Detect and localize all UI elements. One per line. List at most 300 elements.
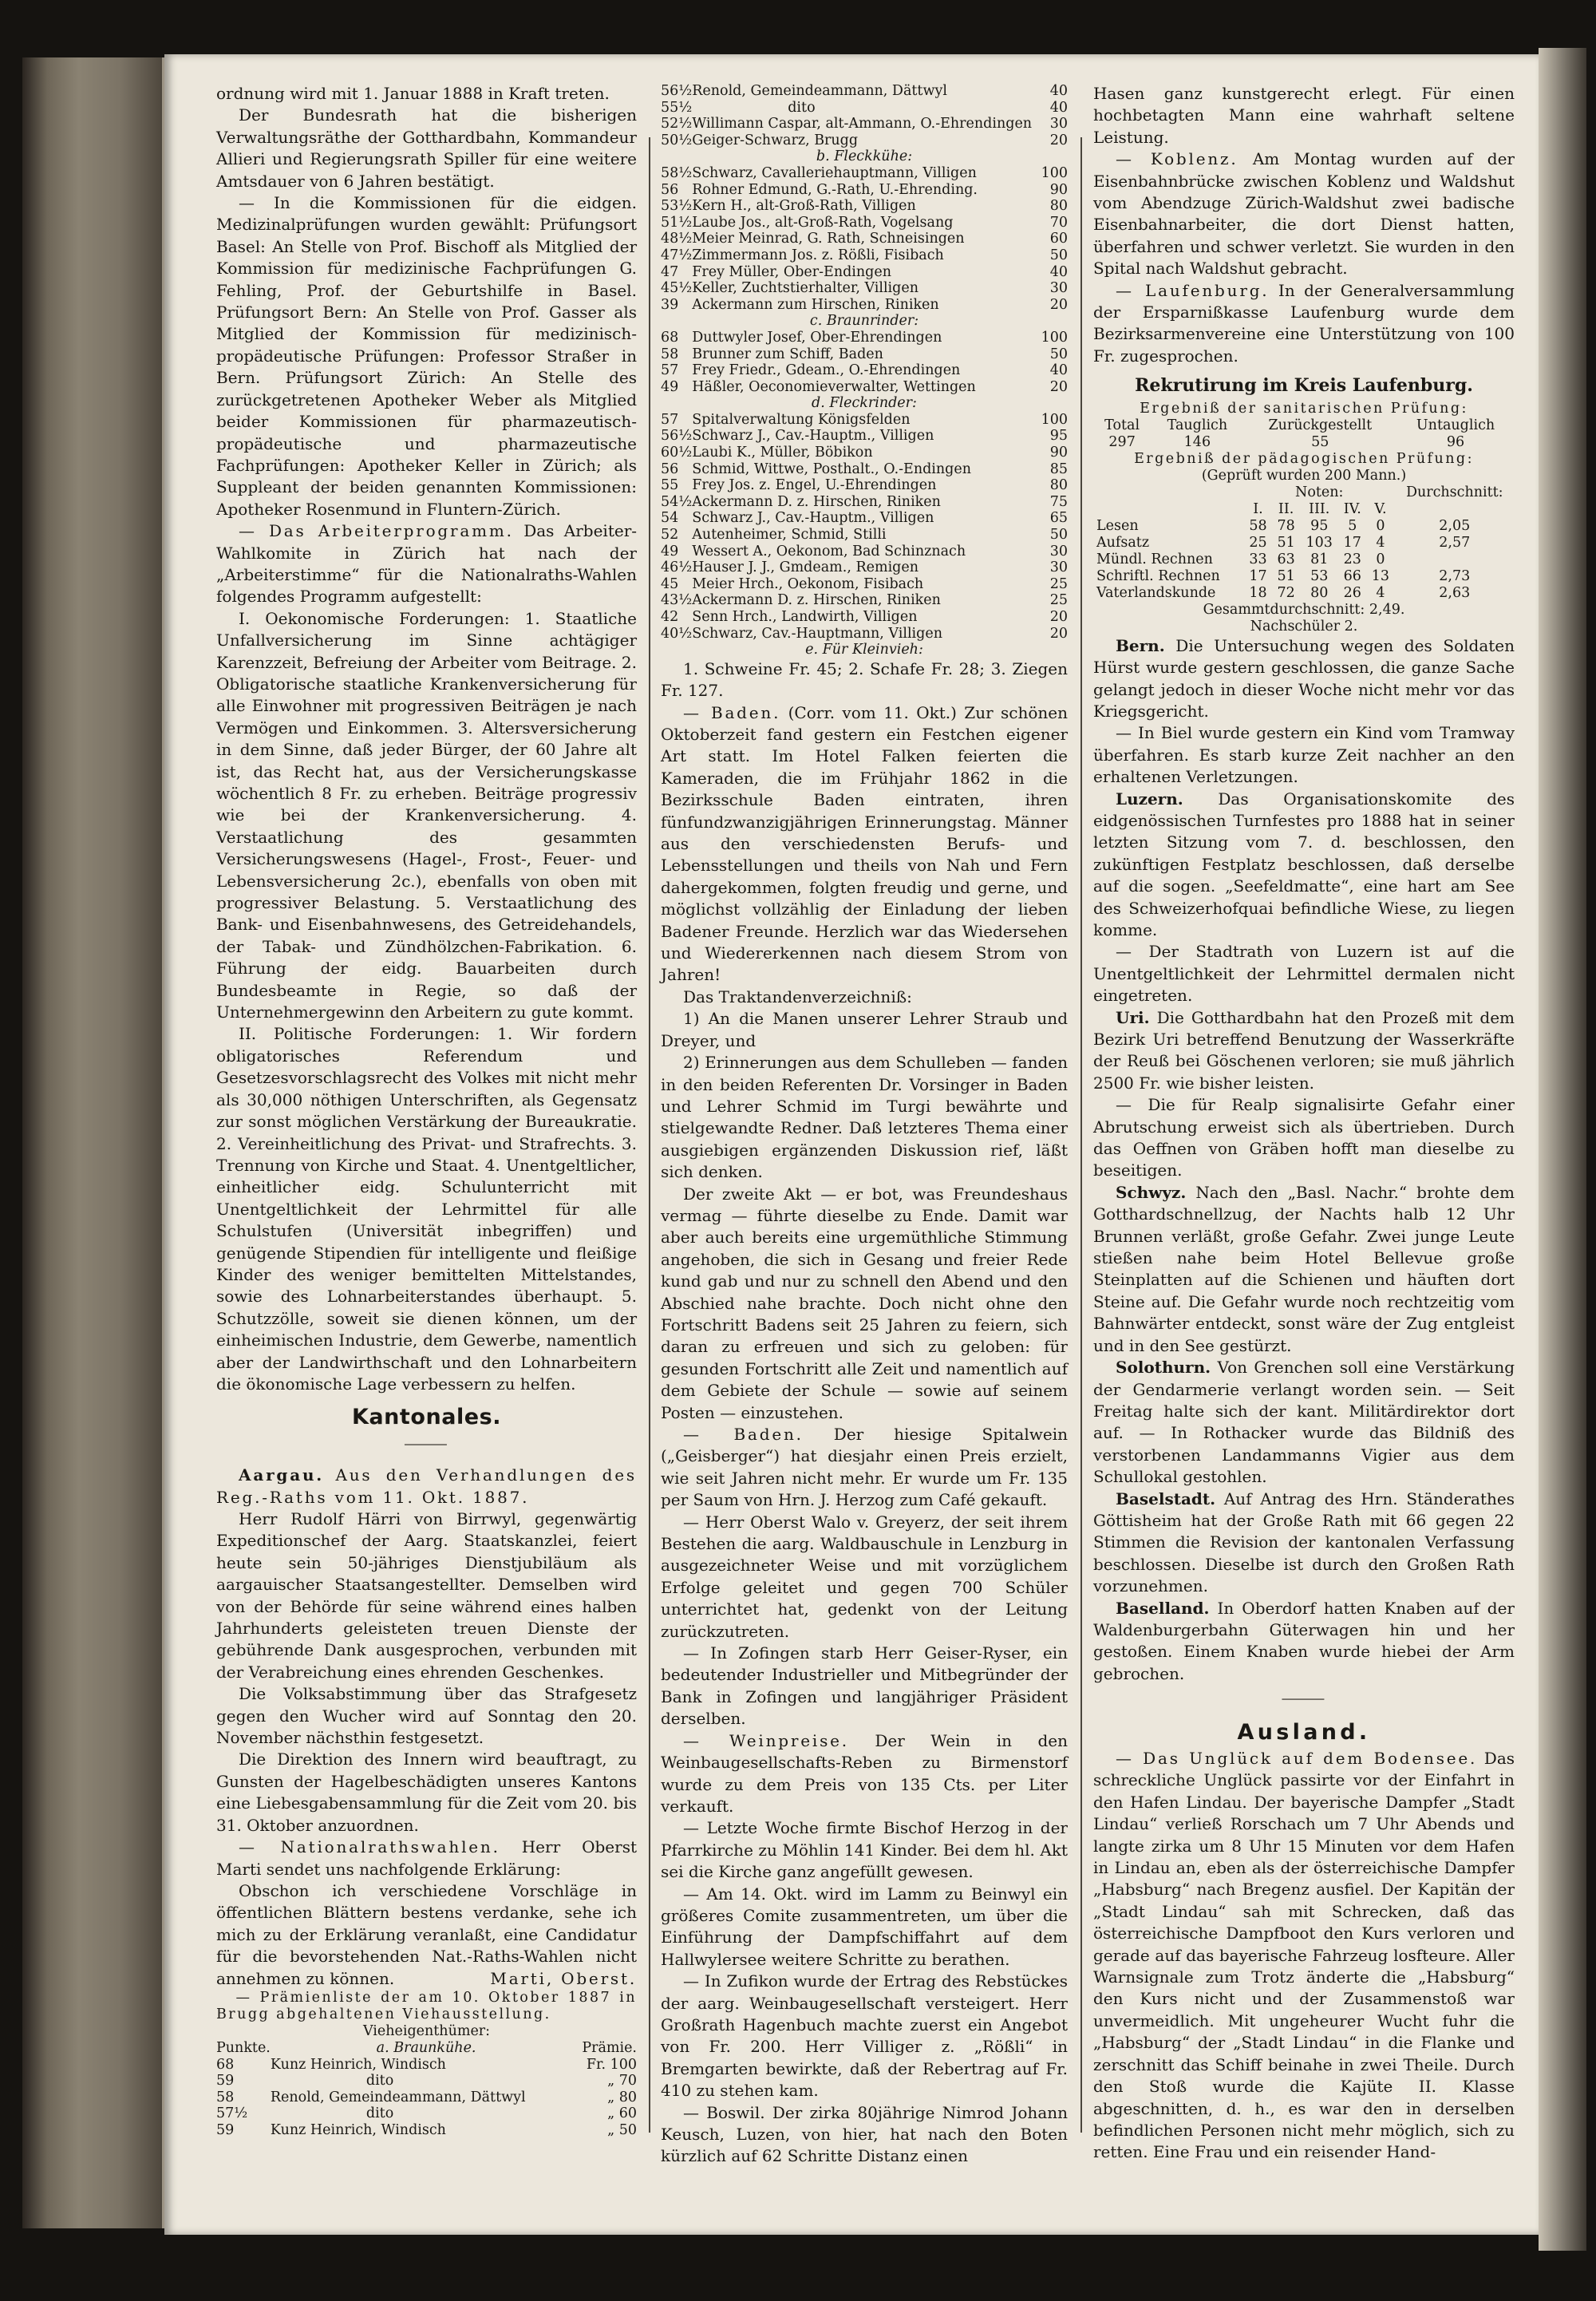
- lead: — Baden.: [683, 702, 781, 722]
- table-row: [661, 198, 1068, 215]
- header: II.: [1278, 500, 1294, 517]
- lead: Solothurn.: [1116, 1358, 1211, 1378]
- cell: 53½: [661, 198, 693, 215]
- lead: — Koblenz.: [1116, 149, 1238, 169]
- paragraph: — In Zofingen starb Herr Geiser-Ryser, ein bedeutender Industrieller und Mitbegründer der Bank in Zofingen und langjähriger Präsident derselben.: [661, 1643, 1068, 1729]
- table-row: [661, 592, 1068, 609]
- cell: 103: [1306, 534, 1333, 551]
- cell: Lesen: [1096, 517, 1139, 534]
- paragraph: — In die Kommissionen für die eidgen. Medizinalprüfungen wurden gewählt: Prüfungsort Basel: An Stelle von Prof. Bischoff als Mitglied der Kommission für medizinische Fachprüfungen G. Fehling, Prof. der Geburtshilfe in Basel. Prüfungsort Bern: An Stelle von Prof. Gasser als Mitglied der Kommission für medizinisch-propädeutische Prüfungen: Professor Straßer in Bern. Prüfungsort Zürich: An Stelle des zurückgetretenen Apotheker Weber als Mitglied beider Kommissionen für pharmazeutisch-propädeutische und pharmazeutische Fachprüfungen: Apotheker Keller in Zürich; als Suppleant der beiden genannten Kommissionen: Apotheker Rosenmund in Fluntern-Zürich.: [216, 193, 637, 519]
- cell: 90: [1049, 445, 1068, 461]
- lead: — Das Unglück auf dem Bodensee.: [1116, 1749, 1478, 1768]
- cell: 26: [1343, 584, 1361, 601]
- table-row: [661, 510, 1068, 527]
- column-rule-1: [649, 137, 650, 2133]
- table-row: [661, 362, 1068, 379]
- lead: Uri.: [1116, 1007, 1150, 1027]
- cell: Rohner Edmund, G.-Rath, U.-Ehrending.: [692, 181, 978, 198]
- paragraph: — Herr Oberst Walo v. Greyerz, der seit ihrem Bestehen die aarg. Waldbauschule in Lenzburg in ausgezeichneter Weise und mit vorzüglichem Erfolge geleitet und gegen 700 Schüler unterrichtet hat, gedenkt von der Leitung zurückzutreten.: [661, 1512, 1068, 1641]
- table-row: [1093, 518, 1515, 535]
- table-row: [661, 477, 1068, 494]
- paragraph: ordnung wird mit 1. Januar 1888 in Kraft treten.: [216, 84, 610, 103]
- cell: 33: [1249, 551, 1267, 567]
- cell: 80: [1310, 584, 1329, 601]
- cell: Frey Friedr., Gdeam., O.-Ehrendingen: [692, 362, 961, 379]
- paragraph: [1093, 635, 1515, 723]
- divider: ⸻: [1281, 1689, 1327, 1710]
- cell: 50: [1049, 527, 1068, 544]
- lead: Aargau.: [239, 1465, 325, 1485]
- cell: 42: [661, 609, 679, 625]
- cell: Wessert A., Oekonom, Bad Schinznach: [692, 543, 966, 559]
- cell: 56: [661, 181, 679, 198]
- cell: 70: [1049, 214, 1068, 231]
- cell: 66: [1343, 567, 1361, 584]
- paragraph: — Der Stadtrath von Luzern ist auf die Unentgeltlichkeit der Lehrmittel dermalen nicht eingetreten.: [1093, 942, 1515, 1006]
- cell: 39: [661, 296, 679, 313]
- paragraph: [1093, 1007, 1515, 1095]
- cell: 18: [1249, 584, 1267, 601]
- header: IV.: [1343, 500, 1361, 517]
- cell: 65: [1049, 510, 1068, 527]
- table-row: [661, 330, 1068, 346]
- paragraph: Das Traktandenverzeichniß:: [683, 986, 912, 1006]
- cell: 46½: [661, 559, 693, 576]
- cell: 57: [661, 411, 679, 428]
- table-row: [661, 428, 1068, 445]
- book-spine: [22, 57, 163, 2228]
- cell: 146: [1183, 433, 1211, 450]
- cell: 51: [1277, 567, 1295, 584]
- cell: 2,63: [1439, 584, 1471, 601]
- text: Die Untersuchung wegen des Soldaten Hürst wurde gestern geschlossen, die ganze Sache gelangt jedoch in dieser Woche nicht mehr vor das Kriegsgericht.: [1093, 635, 1515, 721]
- cell: Renold, Gemeindeammann, Dättwyl: [270, 2089, 526, 2105]
- cell: 58½: [661, 164, 693, 181]
- cell: 17: [1249, 567, 1267, 584]
- table-row: [1093, 535, 1515, 552]
- lead: Schwyz.: [1116, 1182, 1187, 1202]
- table-row: [216, 2073, 637, 2089]
- cell: Ackermann D. z. Hirschen, Riniken: [692, 493, 941, 510]
- paragraph: [1093, 789, 1515, 942]
- cell: Zimmermann Jos. z. Rößli, Fisibach: [692, 247, 944, 263]
- table-row: [216, 2057, 637, 2074]
- cell: Kunz Heinrich, Windisch: [270, 2121, 446, 2138]
- cell: 56½: [661, 428, 693, 445]
- cell: 68: [216, 2056, 235, 2073]
- text: Aus den Verhandlungen des Reg.-Raths vom 11. Okt. 1887.: [216, 1465, 637, 1507]
- cell: Spitalverwaltung Königsfelden: [692, 411, 911, 428]
- cell: Keller, Zuchtstierhalter, Villigen: [692, 280, 918, 297]
- header: Prämie.: [582, 2039, 637, 2056]
- text: Das Arbeiter-Wahlkomite in Zürich hat nach der „Arbeiterstimme“ für die Nationalraths-Wahlen folgendes Programm aufgestellt:: [216, 521, 638, 607]
- text: (Corr. vom 11. Okt.) Zur schönen Oktoberzeit fand gestern ein Festchen eigener Art statt. Im Hotel Falken feierten die Kameraden, die im Frühjahr 1862 in die Bezirksschule Baden eintraten, ihren fünfundzwanzigjährigen Erinnerungstag. Männer aus den verschiedensten Berufs- und Lebensstellungen und theils von Nah und Fern dahergekommen, folgten freudig und gerne, und möglichst vollzählig der Einladung der lieben Badener Freunde. Herzlich war das Wiedersehen und Wiedererkennen nach diesem Strom von Jahren!: [661, 702, 1068, 985]
- header: Total: [1104, 417, 1140, 433]
- table-row: [661, 215, 1068, 231]
- lead: — Laufenburg.: [1116, 280, 1270, 300]
- summary: Gesammtdurchschnitt: 2,49.: [1203, 601, 1405, 618]
- header: Punkte.: [216, 2039, 271, 2056]
- cell: Schwarz J., Cav.-Hauptm., Villigen: [692, 428, 934, 445]
- table-row: [661, 83, 1068, 100]
- text: Der Wein in den Weinbaugesellschafts-Reben zu Birmenstorf wurde zu dem Preis von 135 Cts. per Liter verkauft.: [661, 1730, 1068, 1816]
- cell: 47½: [661, 247, 693, 263]
- cell: Schwarz, Cavalleriehauptmann, Villigen: [692, 164, 977, 181]
- cell: 20: [1049, 296, 1068, 313]
- table-row: [661, 280, 1068, 297]
- cell: 20: [1049, 378, 1068, 395]
- column-2: [661, 83, 1068, 2168]
- cell: 95: [1049, 428, 1068, 445]
- cell: Laubi K., Müller, Böbikon: [692, 445, 873, 461]
- cell: 100: [1041, 164, 1068, 181]
- cell: 80: [1049, 477, 1068, 494]
- table-row: [661, 346, 1068, 363]
- cell: 20: [1049, 132, 1068, 148]
- cell: Ackermann D. z. Hirschen, Riniken: [692, 592, 941, 609]
- cell: 25: [1049, 592, 1068, 609]
- paragraph: [216, 1836, 637, 1880]
- cell: 56½: [661, 83, 693, 99]
- paragraph: I. Oekonomische Forderungen: 1. Staatliche Unfallversicherung im Sinne achtägiger Karenzzeit, Befreiung der Arbeiter vom Beitrage. 2. Obligatorische staatliche Krankenversicherung für alle Einwohner mit progressiven Beiträgen je nach Vermögen und Einkommen. 3. Altersversicherung in dem Sinne, daß jeder Bürger, der 60 Jahre alt ist, das Recht hat, aus der Versicherungskasse wöchentlich 8 Fr. zu erheben. Beiträge progressiv wie bei der Krankenversicherung. 4. Verstaatlichung des gesammten Versicherungswesens (Hagel-, Frost-, Feuer- und Lebensversicherung 2c.), ebenfalls von oben mit progressiver Belastung. 5. Verstaatlichung des Bank- und Eisenbahnwesens, des Getreidehandels, der Tabak- und Zündhölzchen-Fabrikation. 6. Führung der eidg. Bauarbeiten durch Bundesbeamte in Regie, so daß der Unternehmergewinn den Arbeitern zu gute kommt.: [216, 608, 637, 1022]
- cell: 59: [216, 2121, 235, 2138]
- cell: 51: [1277, 534, 1295, 551]
- header: Tauglich: [1167, 417, 1228, 433]
- cell: Laube Jos., alt-Groß-Rath, Vogelsang: [692, 214, 954, 231]
- cell: 45: [661, 575, 679, 592]
- paragraph: [216, 1465, 637, 1508]
- category-label: c. Braunrinder:: [809, 313, 919, 330]
- header: Noten:: [1295, 484, 1344, 500]
- paragraph: Hasen ganz kunstgerecht erlegt. Für einen hochbetagten Mann eine wahrhaft seltene Leistung.: [1093, 84, 1515, 147]
- table-row: [661, 559, 1068, 576]
- table-row: [661, 544, 1068, 560]
- header: III.: [1309, 500, 1330, 517]
- paragraph: — Die für Realp signalisirte Gefahr einer Abrutschung erweist sich als übertrieben. Durch das Oeffnen von Gräben hofft man dieselbe zu beseitigen.: [1093, 1095, 1515, 1180]
- category-label: b. Fleckkühe:: [816, 148, 913, 165]
- paragraph: [661, 1730, 1068, 1818]
- paragraph: II. Politische Forderungen: 1. Wir fordern obligatorisches Referendum und Gesetzesvorschlagsrecht des Volkes mit nicht mehr als 30,000 nöthigen Unterschriften, als Gegensatz zur sonst möglichen Verstärkung der Bureaukratie. 2. Vereinheitlichung des Privat- und Strafrechts. 3. Trennung von Kirche und Staat. 4. Unentgeltlicher, einheitlicher eidg. Schulunterricht mit Unentgeltlichkeit der Lehrmittel für alle Schulstufen (Universität inbegriffen) und genügende Stipendien für intelligente und fleißige Kinder des weniger bemittelten Mittelstandes, sowie des Lohnarbeiterstandes überhaupt. 5. Schutzzölle, soweit sie dienen können, um der einheimischen Industrie, dem Gewerbe, namentlich aber der Landwirthschaft und den Lohnarbeitern die ökonomische Lage verbessern zu helfen.: [216, 1024, 637, 1394]
- lead: Bern.: [1116, 635, 1165, 655]
- sub-heading: Ergebniß der sanitarischen Prüfung:: [1140, 400, 1468, 417]
- cell: Frey Müller, Ober-Endingen: [692, 263, 891, 280]
- cell: Aufsatz: [1096, 534, 1150, 551]
- cell: Schwarz J., Cav.-Hauptm., Villigen: [692, 510, 934, 527]
- cell: 96: [1446, 433, 1465, 450]
- paragraph: [1093, 148, 1515, 279]
- sub-heading: Ergebniß der pädagogischen Prüfung:: [1134, 450, 1474, 467]
- cell: Schriftl. Rechnen: [1096, 567, 1220, 584]
- cell: Meier Hrch., Oekonom, Fisibach: [692, 575, 924, 592]
- cell: Willimann Caspar, alt-Ammann, O.-Ehrendingen: [692, 116, 1033, 132]
- category-label: e. Für Kleinvieh:: [805, 642, 923, 658]
- cell: 56: [661, 461, 679, 477]
- cell: Mündl. Rechnen: [1096, 551, 1213, 567]
- cell: 40: [1049, 99, 1068, 116]
- header: I.: [1253, 500, 1263, 517]
- table-row: [661, 100, 1068, 117]
- text: Das schreckliche Unglück passirte vor der Einfahrt in den Hafen Lindau. Der bayerische Dampfer „Stadt Lindau“ verließ Rorschach um 7 Uhr Abends und langte zirka um 8 Uhr 15 Minuten vor dem Hafen in Lindau an, eben als der österreichische Dampfer „Habsburg“ nach Bregenz ausfiel. Der Kapitän der „Stadt Lindau“ sah mit Schrecken, daß das österreichische Dampfboot den Kurs verloren und gerade auf das bayerische Fahrzeug losfteure. Aller Warnsignale zum Trotz änderte die „Habsburg“ den Kurs nicht und der Zusammenstoß war unvermeidlich. Mit ungeheurer Wucht fuhr die „Habsburg“ der „Stadt Lindau“ in die Flanke und zerschnitt das Schiff beinahe in zwei Theile. Durch den Stoß wurde die Kajüte II. Klasse abgeschnitten, d. h., es war den in derselben befindlichen Personen nicht mehr möglich, sich zu retten. Eine Frau und ein reisender Hand-: [1093, 1749, 1515, 2162]
- paragraph: — Boswil. Der zirka 80jährige Nimrod Johann Keusch, Luzen, von hier, hat nach den Boten kürzlich auf 62 Schritte Distanz einen: [661, 2102, 1068, 2166]
- text: Nach den „Basl. Nachr.“ brohte dem Gotthardschnellzug, der Nachts halb 12 Uhr Brunnen verläßt, große Gefahr. Zwei junge Leute stießen nahe beim Hotel Bellevue große Steinplatten auf die Schienen und häuften dort Steine auf. Die Gefahr wurde noch rechtzeitig vom Bahnwärter entdeckt, sonst wäre der Zug entgleist und in den See gestürzt.: [1093, 1182, 1515, 1355]
- paragraph: [216, 520, 637, 608]
- table-row: [216, 2089, 637, 2106]
- cell: Hauser J. J., Gmdeam., Remigen: [692, 559, 918, 576]
- cell: „ 70: [607, 2073, 637, 2089]
- paragraph: — Letzte Woche firmte Bischof Herzog in der Pfarrkirche zu Möhlin 141 Kinder. Bei dem hl. Akt sei die Kirche ganz angefüllt gewesen.: [661, 1818, 1068, 1882]
- text: Am Montag wurden auf der Eisenbahnbrücke zwischen Koblenz und Waldshut vom Abendzuge Zürich-Waldshut zwei badische Eisenbahnarbeiter, die dort Dienst hatten, überfahren und schwer verletzt. Sie wurden in den Spital nach Waldshut gebracht.: [1093, 149, 1515, 279]
- grades-table: [1093, 484, 1515, 602]
- paragraph: — In Zufikon wurde der Ertrag des Rebstückes der aarg. Weinbaugesellschaft versteigert. Herr Großrath Hagenbuch machte zuerst ein Angebot von Fr. 200. Herr Villiger z. „Rößli“ in Bremgarten bewirkte, daß der Rebertrag auf Fr. 410 zu stehen kam.: [661, 1971, 1068, 2101]
- table-row: [661, 412, 1068, 429]
- paragraph: [1093, 1748, 1515, 2164]
- table-row: [661, 461, 1068, 478]
- cell: 25: [1249, 534, 1267, 551]
- table-row: [661, 576, 1068, 593]
- signature: Marti, Oberst.: [490, 1968, 637, 1988]
- cell: 49: [661, 543, 679, 559]
- table-row: [1093, 585, 1515, 602]
- cell: 100: [1041, 329, 1068, 346]
- column-1: [216, 83, 637, 2139]
- cell: 50: [1049, 247, 1068, 263]
- cell: [1395, 552, 1515, 568]
- cell: 90: [1049, 181, 1068, 198]
- paragraph: Der Bundesrath hat die bisherigen Verwaltungsräthe der Gotthardbahn, Kommandeur Allieri und Regierungsrath Spiller für eine weitere Amtsdauer von 6 Jahren bestätigt.: [216, 105, 637, 191]
- text: Herr Oberst Marti sendet uns nachfolgende Erklärung:: [216, 1837, 638, 1879]
- sanitary-table: [1093, 417, 1515, 451]
- cell: 30: [1049, 116, 1068, 132]
- cell: 47: [661, 263, 679, 280]
- cell: 80: [1049, 198, 1068, 215]
- cell: 20: [1049, 609, 1068, 625]
- text: Auf Antrag des Hrn. Ständerathes Göttisheim hat der Große Rath mit 66 gegen 22 Stimmen die Revision der kantonalen Verfassung beschlossen. Dieselbe ist durch den Großen Rath vorzunehmen.: [1093, 1489, 1515, 1596]
- cell: 75: [1049, 493, 1068, 510]
- header: a. Braunkühe.: [376, 2039, 476, 2056]
- table-row: [661, 626, 1068, 642]
- cell: 30: [1049, 280, 1068, 297]
- cell: 57: [661, 362, 679, 379]
- cell: 25: [1049, 575, 1068, 592]
- cell: Frey Jos. z. Engel, U.-Ehrendingen: [692, 477, 937, 494]
- cell: 5: [1348, 517, 1357, 534]
- lead: — Das Arbeiterprogramm.: [239, 521, 514, 541]
- table-row: [661, 527, 1068, 544]
- cell: 95: [1310, 517, 1329, 534]
- paragraph: [1093, 280, 1515, 368]
- cell: Renold, Gemeindeammann, Dättwyl: [692, 83, 947, 99]
- cell: Vaterlandskunde: [1096, 584, 1216, 601]
- text: Von Grenchen soll eine Verstärkung der Gendarmerie verlangt worden sein. — Seit Freitag halte sich der kant. Militärdirektor dort auf. — In Rothacker wurde das Bildniß des verstorbenen Landammanns Vigier aus dem Schullokal gestohlen.: [1093, 1358, 1515, 1487]
- cell: 40½: [661, 625, 693, 642]
- table-row: [661, 182, 1068, 199]
- paragraph: 2) Erinnerungen aus dem Schulleben — fanden in den beiden Referenten Dr. Vorsinger in Baden und Lehrer Schmid im Turgi bewährte und stielgewandte Redner. Daß letzteres Thema einer ausgiebigen ergänzenden Diskussion rief, läßt sich denken.: [661, 1053, 1068, 1182]
- cell: 55: [661, 477, 679, 494]
- text: Obschon ich verschiedene Vorschläge in öffentlichen Blättern bestens verdanke, sehe ich mich zu der Erklärung veranlaßt, eine Candidatur für die bevorstehenden Nat.-Raths-Wahlen nicht annehmen zu können.: [216, 1880, 637, 1988]
- cell: 2,73: [1439, 567, 1471, 584]
- cell: 78: [1277, 517, 1295, 534]
- paragraph: Herr Rudolf Härri von Birrwyl, gegenwärtig Expeditionschef der Aarg. Staatskanzlei, feiert heute sein 50-jähriges Dienstjubiläum als aargauischer Staatsangestellter. Demselben wird von der Behörde für seine während eines halben Jahrhunderts geleisteten treuen Dienste der gebührende Dank ausgesprochen, verbunden mit der Verabreichung eines ehrenden Geschenkes.: [216, 1509, 637, 1682]
- cell: 63: [1277, 551, 1295, 567]
- cell: „ 50: [607, 2121, 637, 2138]
- cell: „ 80: [607, 2089, 637, 2105]
- cell: 0: [1376, 551, 1385, 567]
- cell: Senn Hrch., Landwirth, Villigen: [692, 609, 918, 625]
- cell: 59: [216, 2073, 235, 2089]
- cell: Häßler, Oeconomieverwalter, Wettingen: [692, 378, 976, 395]
- cell: 60: [1049, 231, 1068, 247]
- cell: 49: [661, 378, 679, 395]
- text: In Oberdorf hatten Knaben auf der Waldenburgerbahn Güterwagen hin und her gestoßen. Einem Knaben wurde hiebei der Arm gebrochen.: [1093, 1598, 1515, 1683]
- paragraph: [1093, 1598, 1515, 1686]
- column-rule-2: [1080, 137, 1082, 2133]
- paragraph: 1) An die Manen unserer Lehrer Straub und Dreyer, und: [661, 1009, 1068, 1050]
- paragraph: Die Volksabstimmung über das Strafgesetz gegen den Wucher wird auf Sonntag den 20. November nächsthin festgesetzt.: [216, 1684, 637, 1748]
- lead: Baselland.: [1116, 1598, 1210, 1618]
- cell: 40: [1049, 263, 1068, 280]
- cell: Ackermann zum Hirschen, Riniken: [692, 296, 939, 313]
- cell: 17: [1343, 534, 1361, 551]
- cell: 30: [1049, 543, 1068, 559]
- paragraph: [661, 1424, 1068, 1512]
- cell: 40: [1049, 362, 1068, 379]
- cell: 13: [1371, 567, 1390, 584]
- cell: 40: [1049, 83, 1068, 99]
- lead: Luzern.: [1116, 789, 1183, 809]
- paragraph: [1093, 1357, 1515, 1488]
- cell: 2,05: [1439, 517, 1471, 534]
- page-right-edge: [1539, 48, 1586, 2251]
- cell: 2,57: [1439, 534, 1471, 551]
- paragraph: Der zweite Akt — er bot, was Freundeshaus vermag — führte dieselbe zu Ende. Damit war aber auch bereits eine urgemüthliche Stimmung angehoben, die sich in Gesang und freier Rede kund gab und nur zu schnell den Abend und den Abschied nahe brachte. Doch nicht ohne den Fortschritt Badens seit 25 Jahren zu feiern, sich daran zu erfreuen und sich zu geloben: für gesunden Fortschritt alle Zeit und namentlich auf dem Gebiete der Schule — sowie auf seinem Posten — einzustehen.: [661, 1184, 1068, 1422]
- cell: Meier Meinrad, G. Rath, Schneisingen: [692, 231, 965, 247]
- paragraph: — Am 14. Okt. wird im Lamm zu Beinwyl ein größeres Comite zusammentreten, um über die Einführung der Dampfschiffahrt auf dem Hallwylersee weitere Schritte zu berathen.: [661, 1884, 1068, 1969]
- cell: 72: [1277, 584, 1295, 601]
- cell: 20: [1049, 625, 1068, 642]
- cell: 0: [1376, 517, 1385, 534]
- cell: dito: [365, 2073, 394, 2089]
- cell: 54½: [661, 493, 693, 510]
- cell: 58: [661, 346, 679, 362]
- text: Die Gotthardbahn hat den Prozeß mit dem Bezirk Uri betreffend Benutzung der Wasserkräfte der Reuß bei Göschenen verloren; sie muß jährlich 2500 Fr. wie bisher leisten.: [1093, 1007, 1515, 1093]
- cell: 54: [661, 510, 679, 527]
- section-heading-kantonales: Kantonales.: [351, 1405, 502, 1430]
- lead: Baselstadt.: [1116, 1489, 1216, 1508]
- paragraph: Die Direktion des Innern wird beauftragt, zu Gunsten der Hagelbeschädigten unseres Kantons eine Liebesgabensammlung für die Zeit vom 20. bis 31. Oktober anzuordnen.: [216, 1749, 637, 1835]
- cell: 68: [661, 329, 679, 346]
- cell: 100: [1041, 411, 1068, 428]
- cell: 55: [1311, 433, 1329, 450]
- cell: Schmid, Wittwe, Posthalt., O.-Endingen: [692, 461, 971, 477]
- paragraph: — In Biel wurde gestern ein Kind vom Tramway überfahren. Es starb kurze Zeit nachher an den erhaltenen Verletzungen.: [1093, 723, 1515, 787]
- cell: 30: [1049, 559, 1068, 576]
- cell: Kern H., alt-Groß-Rath, Villigen: [692, 198, 916, 215]
- table-row: [216, 2122, 637, 2139]
- cell: 43½: [661, 592, 693, 609]
- paragraph: [1093, 1489, 1515, 1598]
- cell: 58: [216, 2089, 235, 2105]
- cell: Kunz Heinrich, Windisch: [270, 2056, 446, 2073]
- rekrutirung-heading: Rekrutirung im Kreis Laufenburg.: [1135, 375, 1473, 397]
- cell: „ 60: [607, 2105, 637, 2122]
- lead: — Weinpreise.: [683, 1730, 849, 1750]
- lead: — Nationalrathswahlen.: [239, 1837, 500, 1857]
- paragraph: [1093, 1182, 1515, 1357]
- cell: Autenheimer, Schmid, Stilli: [692, 527, 887, 544]
- cell: 50: [1049, 346, 1068, 362]
- header: Untauglich: [1416, 417, 1495, 433]
- table-row: [661, 297, 1068, 314]
- table-row: [661, 132, 1068, 149]
- cell: 51½: [661, 214, 693, 231]
- text: Das Organisationskomite des eidgenössischen Turnfestes pro 1888 hat in seiner letzten Sitzung vom 7. d. beschlossen, den zukünftigen Festplatz beschlossen, daß derselbe auf die sogen. „Seefeldmatte“, eine hart am See des Schweizerhofquai befindliche Wiese, zu liegen komme.: [1093, 789, 1515, 939]
- cell: 4: [1376, 584, 1385, 601]
- paragraph: 1. Schweine Fr. 45; 2. Schafe Fr. 28; 3. Ziegen Fr. 127.: [661, 658, 1068, 701]
- cell: dito: [788, 99, 816, 116]
- table-row: [1093, 568, 1515, 585]
- cell: Geiger-Schwarz, Brugg: [692, 132, 859, 148]
- text: In der Generalversammlung der Ersparnißkasse Laufenburg wurde dem Bezirksarmenvereine eine Unterstützung von 100 Fr. zugesprochen.: [1093, 280, 1515, 366]
- cell: 55½: [661, 99, 693, 116]
- cell: 81: [1310, 551, 1329, 567]
- lead: — Prämienliste der am 10. Oktober 1887 in Brugg abgehaltenen Viehausstellung.: [216, 1989, 637, 2022]
- paragraph: [661, 702, 1068, 986]
- paragraph: [216, 1880, 637, 1990]
- lead: — Baden.: [683, 1425, 804, 1444]
- text: Der hiesige Spitalwein („Geisberger“) hat diesjahr einen Preis erzielt, wie seit Jahren nicht mehr. Er wurde um Fr. 135 per Saum von Hrn. J. Herzog zum Café gekauft.: [661, 1425, 1068, 1510]
- cell: 57½: [216, 2105, 248, 2122]
- table-row: [661, 609, 1068, 626]
- table-row: [661, 445, 1068, 461]
- column-3: [1093, 83, 1515, 2164]
- cell: 45½: [661, 280, 693, 297]
- cell: 23: [1343, 551, 1361, 567]
- cell: Fr. 100: [586, 2056, 637, 2073]
- sub-heading: Vieheigenthümer:: [362, 2022, 491, 2039]
- cell: 52: [661, 527, 679, 544]
- summary: Nachschüler 2.: [1250, 618, 1358, 635]
- cell: Schwarz, Cav.-Hauptmann, Villigen: [692, 625, 942, 642]
- prize-table-cont: [661, 83, 1068, 658]
- cell: Duttwyler Josef, Ober-Ehrendingen: [692, 329, 942, 346]
- table-row: [661, 379, 1068, 396]
- prize-table: [216, 2040, 637, 2139]
- table-row: [661, 264, 1068, 281]
- section-heading-ausland: Ausland.: [1237, 1719, 1371, 1745]
- header: Durchschnitt:: [1405, 484, 1503, 500]
- table-row: [216, 2105, 637, 2122]
- table-row: [661, 494, 1068, 511]
- cell: 48½: [661, 231, 693, 247]
- table-row: [661, 247, 1068, 264]
- cell: Brunner zum Schiff, Baden: [692, 346, 883, 362]
- cell: 53: [1310, 567, 1329, 584]
- table-row: [661, 231, 1068, 247]
- category-label: d. Fleckrinder:: [812, 395, 917, 412]
- table-row: [661, 165, 1068, 182]
- cell: 52½: [661, 116, 693, 132]
- paragraph: [216, 1990, 637, 2023]
- divider: ⸻: [403, 1433, 450, 1454]
- sub-heading: (Geprüft wurden 200 Mann.): [1201, 467, 1407, 484]
- header: Zurückgestellt: [1268, 417, 1373, 433]
- cell: 60½: [661, 445, 693, 461]
- cell: 85: [1049, 461, 1068, 477]
- table-row: [1093, 552, 1515, 568]
- header: V.: [1374, 500, 1387, 517]
- cell: 58: [1249, 517, 1267, 534]
- cell: 297: [1108, 433, 1136, 450]
